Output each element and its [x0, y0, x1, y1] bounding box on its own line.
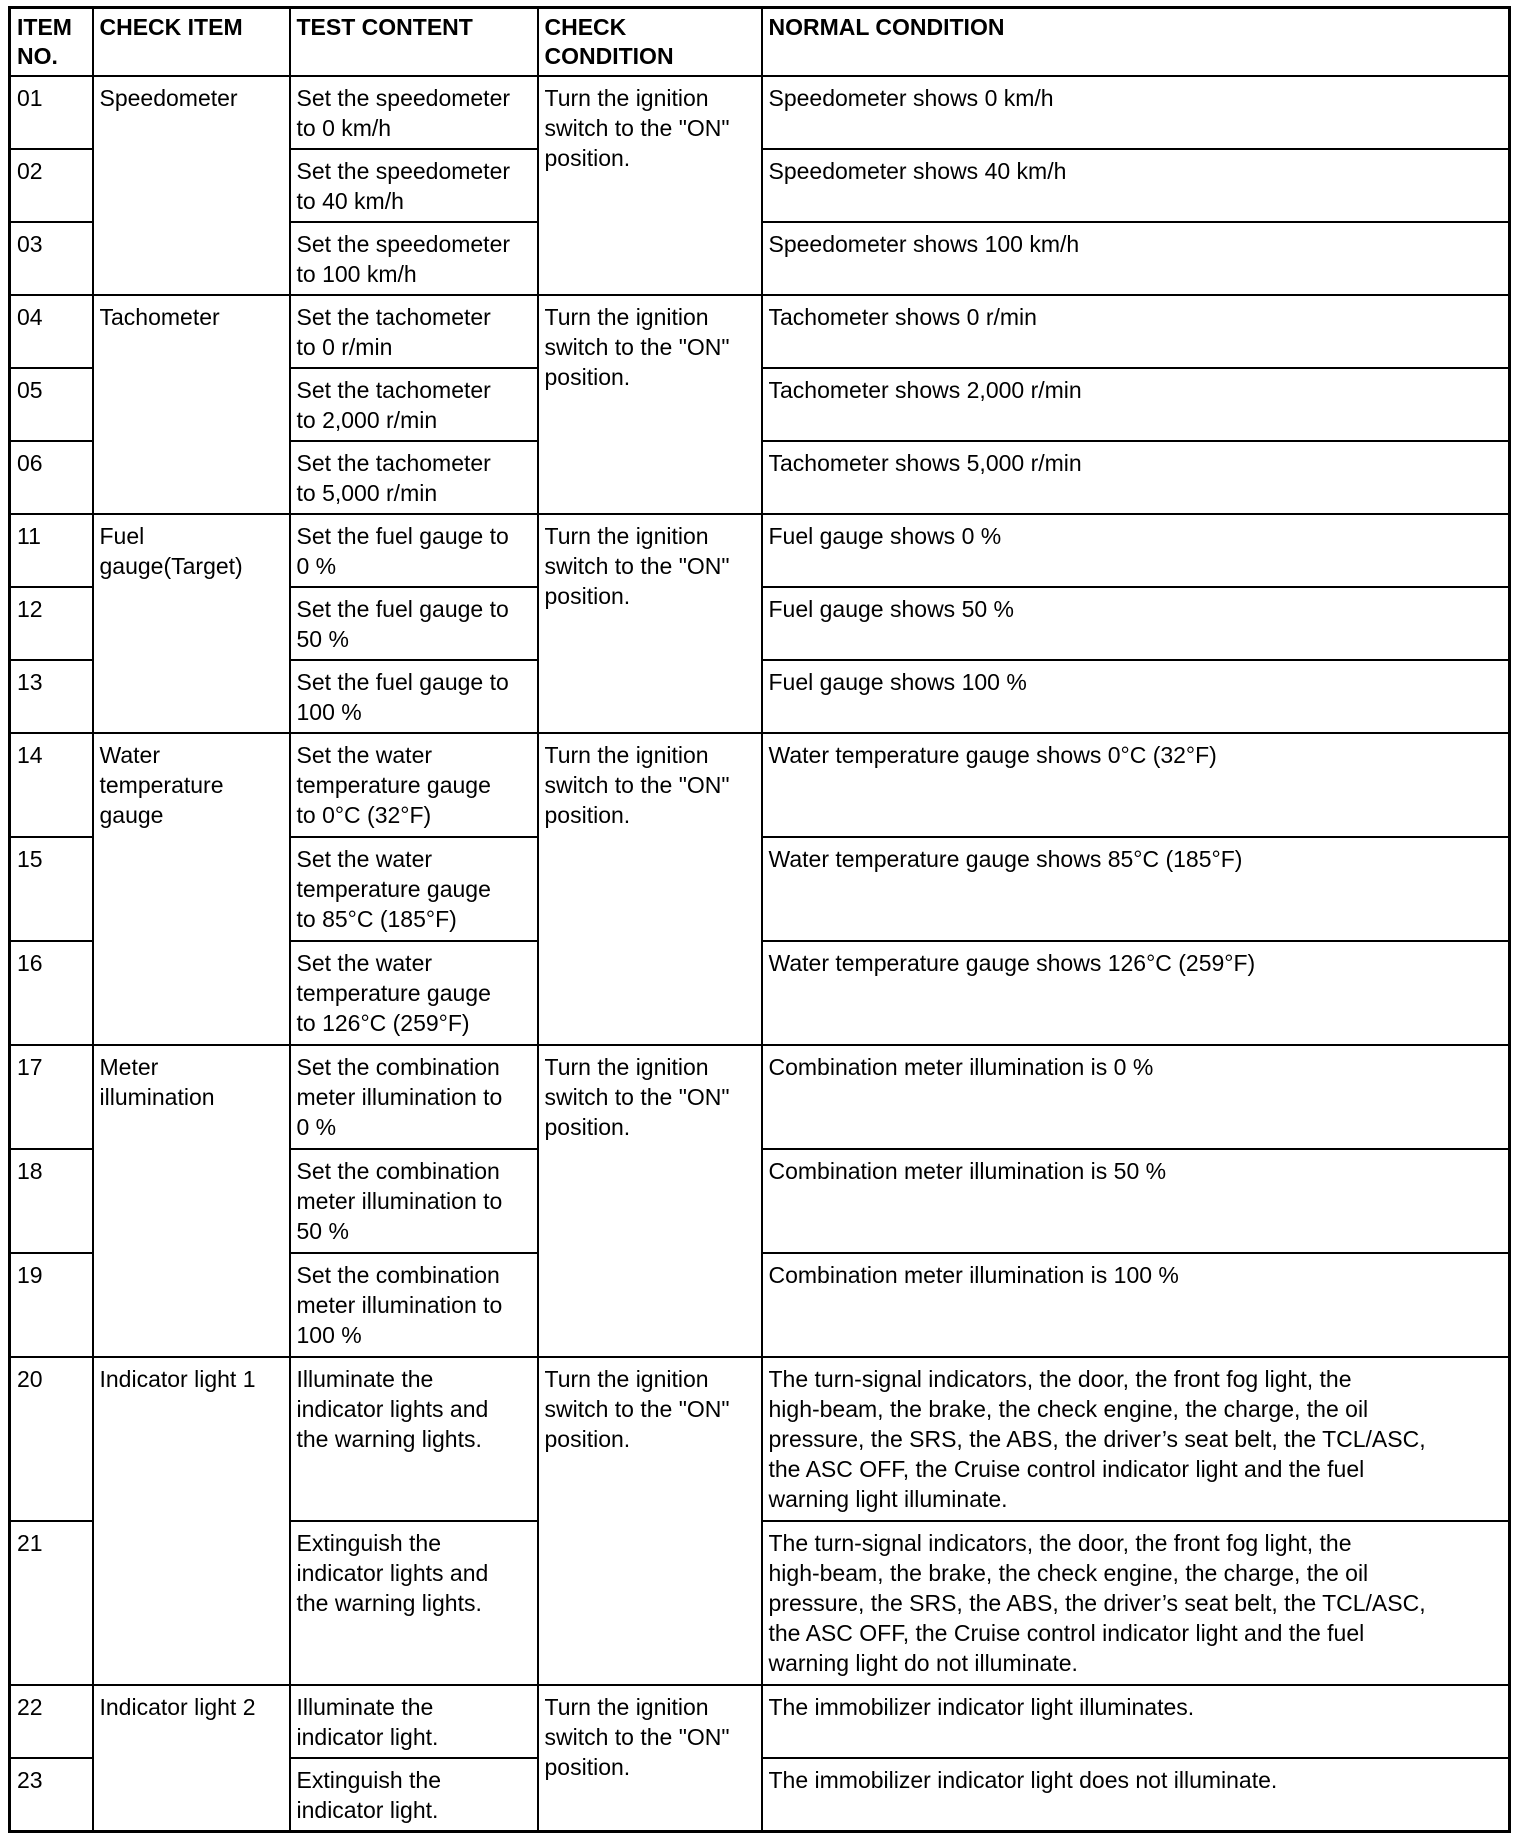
check-condition-cell: Turn the ignition switch to the "ON" position. [538, 733, 762, 1045]
item-no-cell: 11 [10, 514, 93, 587]
item-no-cell: 14 [10, 733, 93, 837]
test-content-cell: Set the speedometer to 0 km/h [290, 76, 538, 149]
check-item-cell: Tachometer [93, 295, 290, 514]
item-no-cell: 19 [10, 1253, 93, 1357]
test-content-cell: Set the speedometer to 40 km/h [290, 149, 538, 222]
table-row [10, 76, 1510, 149]
test-content-cell: Set the water temperature gauge to 0°C (32°F) [290, 733, 538, 837]
test-content-cell: Set the water temperature gauge to 126°C (259°F) [290, 941, 538, 1045]
test-content-cell: Set the combination meter illumination to 0 % [290, 1045, 538, 1149]
item-no-cell: 23 [10, 1758, 93, 1831]
test-content-cell: Set the fuel gauge to 0 % [290, 514, 538, 587]
check-item-cell: Indicator light 2 [93, 1685, 290, 1831]
item-no-cell: 02 [10, 149, 93, 222]
check-condition-cell: Turn the ignition switch to the "ON" position. [538, 514, 762, 733]
item-no-cell: 04 [10, 295, 93, 368]
test-content-cell: Illuminate the indicator lights and the warning lights. [290, 1357, 538, 1521]
item-no-cell: 15 [10, 837, 93, 941]
item-no-cell: 22 [10, 1685, 93, 1758]
normal-condition-cell: The turn-signal indicators, the door, the front fog light, the high-beam, the brake, the check engine, the charge, the oil pressure, the SRS, the ABS, the driver’s seat belt, the TCL/ASC, the ASC OFF, the Cruise control indicator light and the fuel warning light do not illuminate. [762, 1521, 1510, 1685]
header-item-no: ITEM NO. [10, 8, 93, 77]
header-row [10, 8, 1510, 77]
check-item-cell: Fuel gauge(Target) [93, 514, 290, 733]
normal-condition-cell: The immobilizer indicator light does not illuminate. [762, 1758, 1510, 1831]
table-row [10, 295, 1510, 368]
normal-condition-cell: Speedometer shows 100 km/h [762, 222, 1510, 295]
normal-condition-cell: Tachometer shows 2,000 r/min [762, 368, 1510, 441]
test-content-cell: Extinguish the indicator lights and the warning lights. [290, 1521, 538, 1685]
check-items-table [8, 6, 1511, 1833]
table-body [10, 76, 1510, 1831]
test-content-cell: Set the fuel gauge to 100 % [290, 660, 538, 733]
normal-condition-cell: Speedometer shows 40 km/h [762, 149, 1510, 222]
normal-condition-cell: Tachometer shows 5,000 r/min [762, 441, 1510, 514]
item-no-cell: 06 [10, 441, 93, 514]
header-normal-condition: NORMAL CONDITION [762, 8, 1510, 77]
normal-condition-cell: Water temperature gauge shows 0°C (32°F) [762, 733, 1510, 837]
normal-condition-cell: The turn-signal indicators, the door, the front fog light, the high-beam, the brake, the check engine, the charge, the oil pressure, the SRS, the ABS, the driver’s seat belt, the TCL/ASC, the ASC OFF, the Cruise control indicator light and the fuel warning light illuminate. [762, 1357, 1510, 1521]
table-row [10, 1045, 1510, 1149]
table-row [10, 514, 1510, 587]
check-item-cell: Meter illumination [93, 1045, 290, 1357]
test-content-cell: Extinguish the indicator light. [290, 1758, 538, 1831]
test-content-cell: Set the combination meter illumination to 100 % [290, 1253, 538, 1357]
check-item-cell: Indicator light 1 [93, 1357, 290, 1685]
normal-condition-cell: Combination meter illumination is 100 % [762, 1253, 1510, 1357]
item-no-cell: 21 [10, 1521, 93, 1685]
item-no-cell: 17 [10, 1045, 93, 1149]
header-test-content: TEST CONTENT [290, 8, 538, 77]
header-check-item: CHECK ITEM [93, 8, 290, 77]
check-item-cell: Speedometer [93, 76, 290, 295]
header-check-condition: CHECK CONDITION [538, 8, 762, 77]
normal-condition-cell: Water temperature gauge shows 85°C (185°F) [762, 837, 1510, 941]
table-row [10, 733, 1510, 837]
item-no-cell: 16 [10, 941, 93, 1045]
check-condition-cell: Turn the ignition switch to the "ON" position. [538, 76, 762, 295]
test-content-cell: Set the tachometer to 5,000 r/min [290, 441, 538, 514]
item-no-cell: 13 [10, 660, 93, 733]
normal-condition-cell: Water temperature gauge shows 126°C (259°F) [762, 941, 1510, 1045]
item-no-cell: 05 [10, 368, 93, 441]
check-condition-cell: Turn the ignition switch to the "ON" position. [538, 1685, 762, 1831]
item-no-cell: 03 [10, 222, 93, 295]
normal-condition-cell: Combination meter illumination is 50 % [762, 1149, 1510, 1253]
table-row [10, 1685, 1510, 1758]
normal-condition-cell: Speedometer shows 0 km/h [762, 76, 1510, 149]
normal-condition-cell: Fuel gauge shows 100 % [762, 660, 1510, 733]
test-content-cell: Set the combination meter illumination to 50 % [290, 1149, 538, 1253]
item-no-cell: 01 [10, 76, 93, 149]
item-no-cell: 20 [10, 1357, 93, 1521]
item-no-cell: 12 [10, 587, 93, 660]
test-content-cell: Set the speedometer to 100 km/h [290, 222, 538, 295]
normal-condition-cell: Tachometer shows 0 r/min [762, 295, 1510, 368]
test-content-cell: Set the tachometer to 2,000 r/min [290, 368, 538, 441]
test-content-cell: Illuminate the indicator light. [290, 1685, 538, 1758]
normal-condition-cell: The immobilizer indicator light illuminates. [762, 1685, 1510, 1758]
check-item-cell: Water temperature gauge [93, 733, 290, 1045]
test-content-cell: Set the tachometer to 0 r/min [290, 295, 538, 368]
check-condition-cell: Turn the ignition switch to the "ON" position. [538, 1357, 762, 1685]
check-condition-cell: Turn the ignition switch to the "ON" position. [538, 1045, 762, 1357]
test-content-cell: Set the water temperature gauge to 85°C (185°F) [290, 837, 538, 941]
normal-condition-cell: Combination meter illumination is 0 % [762, 1045, 1510, 1149]
test-content-cell: Set the fuel gauge to 50 % [290, 587, 538, 660]
table-row [10, 1357, 1510, 1521]
check-condition-cell: Turn the ignition switch to the "ON" position. [538, 295, 762, 514]
item-no-cell: 18 [10, 1149, 93, 1253]
normal-condition-cell: Fuel gauge shows 0 % [762, 514, 1510, 587]
normal-condition-cell: Fuel gauge shows 50 % [762, 587, 1510, 660]
